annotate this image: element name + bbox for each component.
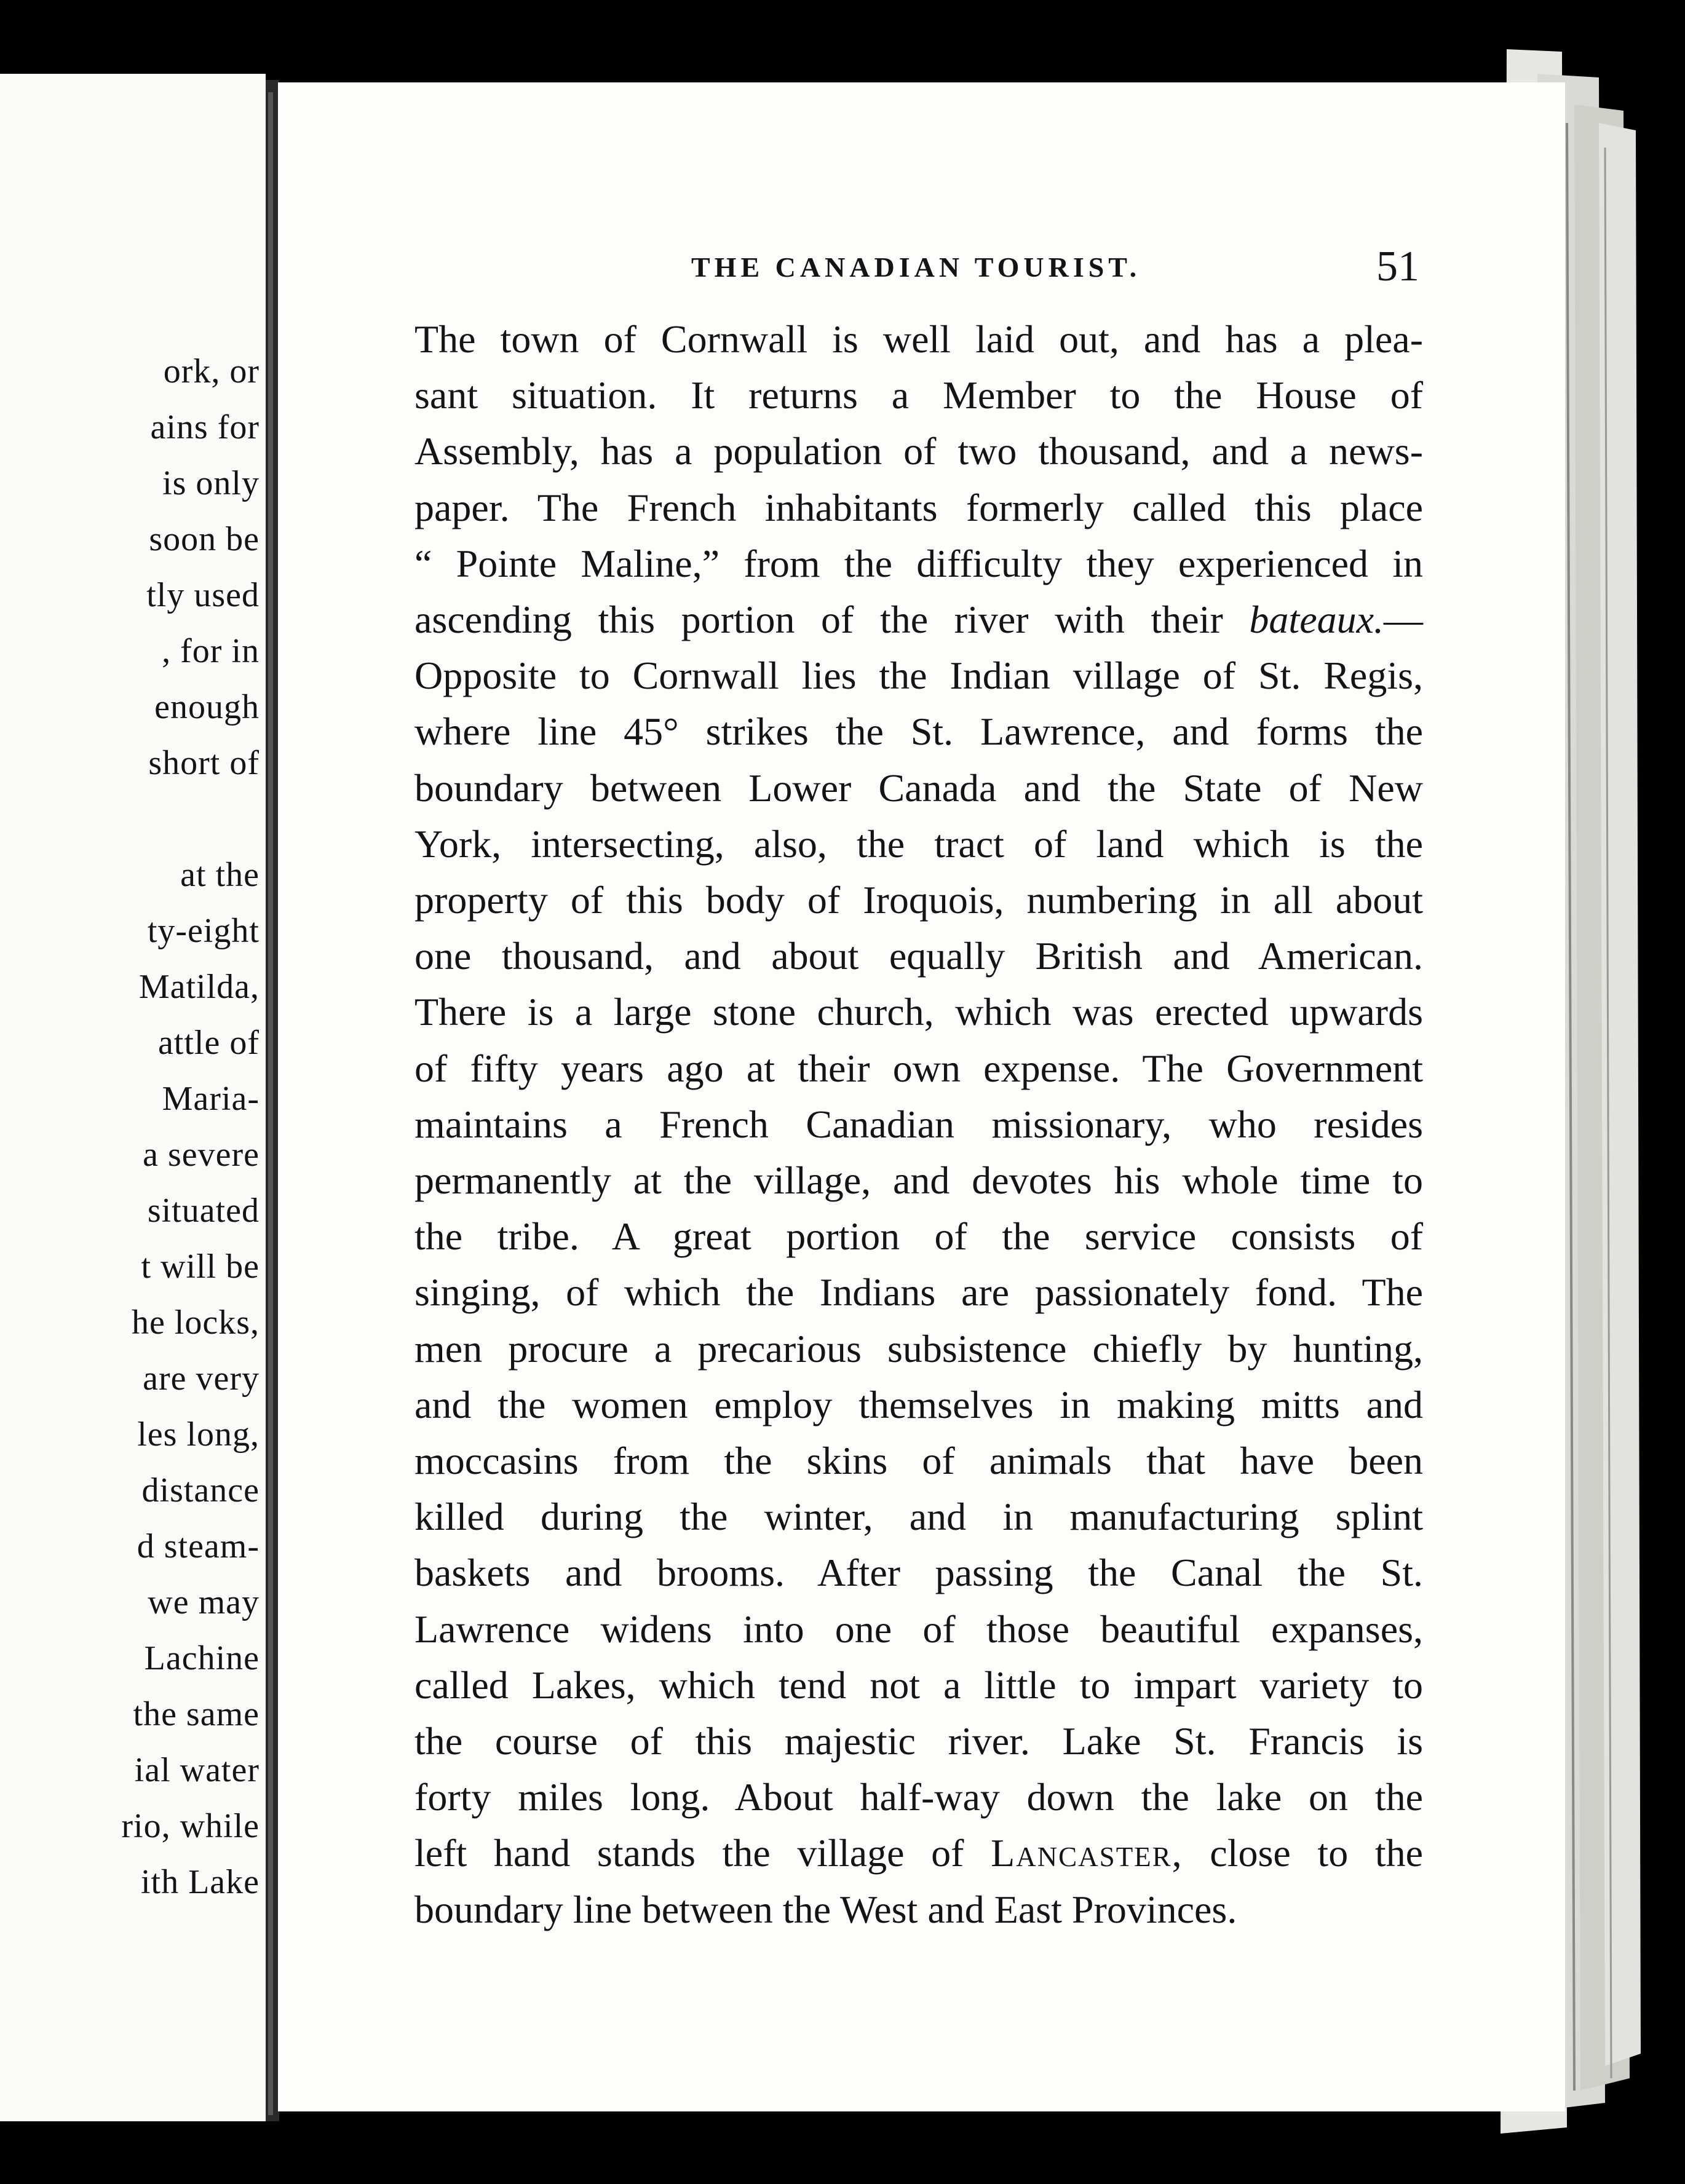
text-line: property of this body of Iroquois, numbering in all about bbox=[414, 878, 1423, 922]
text-line: Opposite to Cornwall lies the Indian village of St. Regis, bbox=[414, 654, 1423, 698]
text-line: ascending this portion of the river with their bateaux.— bbox=[414, 598, 1423, 641]
page-number: 51 bbox=[1376, 243, 1419, 290]
text-line: the course of this majestic river. Lake St. Francis is bbox=[414, 1719, 1423, 1763]
facing-page-fragment: ork, or ains for is only soon be tly used , for in enough short of at the ty-eight Matilda, attle of Maria- a severe situated t will be he locks, are very les long, distance d steam- we may Lachine the same ial water rio, while ith Lake bbox=[0, 74, 266, 2121]
text-line: Lawrence widens into one of those beautiful expanses, bbox=[414, 1607, 1423, 1651]
text-line: one thousand, and about equally British and American. bbox=[414, 934, 1423, 978]
text-line: The town of Cornwall is well laid out, and has a plea- bbox=[414, 317, 1423, 361]
text-line: Assembly, has a population of two thousand, and a news- bbox=[414, 429, 1423, 473]
text-line: men procure a precarious subsistence chiefly by hunting, bbox=[414, 1326, 1423, 1371]
text-line: boundary line between the West and East Provinces. bbox=[414, 1887, 1237, 1931]
text-line: and the women employ themselves in making mitts and bbox=[414, 1382, 1423, 1426]
text-line: maintains a French Canadian missionary, who resides bbox=[414, 1102, 1423, 1146]
page-header bbox=[278, 242, 1565, 291]
text-line: forty miles long. About half-way down the lake on the bbox=[414, 1775, 1423, 1819]
running-head: THE CANADIAN TOURIST. bbox=[691, 251, 1141, 283]
text-line: killed during the winter, and in manufacturing splint bbox=[414, 1495, 1423, 1539]
text-line: sant situation. It returns a Member to the House of bbox=[414, 373, 1423, 417]
text-line: “ Pointe Maline,” from the difficulty they experienced in bbox=[414, 541, 1423, 585]
text-line: boundary between Lower Canada and the State of New bbox=[414, 766, 1423, 810]
text-line: called Lakes, which tend not a little to impart variety to bbox=[414, 1663, 1423, 1707]
text-line: York, intersecting, also, the tract of land which is the bbox=[414, 821, 1423, 866]
text-line: the tribe. A great portion of the service consists of bbox=[414, 1214, 1423, 1259]
book-page bbox=[278, 82, 1565, 2111]
text-line: where line 45° strikes the St. Lawrence, and forms the bbox=[414, 710, 1423, 754]
text-line: paper. The French inhabitants formerly called this place bbox=[414, 485, 1423, 529]
text-line: moccasins from the skins of animals that have been bbox=[414, 1439, 1423, 1482]
text-line: singing, of which the Indians are passionately fond. The bbox=[414, 1270, 1423, 1315]
text-line: There is a large stone church, which was erected upwards bbox=[414, 990, 1423, 1034]
text-line: baskets and brooms. After passing the Canal the St. bbox=[414, 1551, 1423, 1595]
text-line: left hand stands the village of Lancaster, close to the bbox=[414, 1831, 1424, 1875]
text-line: permanently at the village, and devotes his whole time to bbox=[414, 1158, 1423, 1202]
text-line: of fifty years ago at their own expense. The Government bbox=[414, 1046, 1423, 1090]
